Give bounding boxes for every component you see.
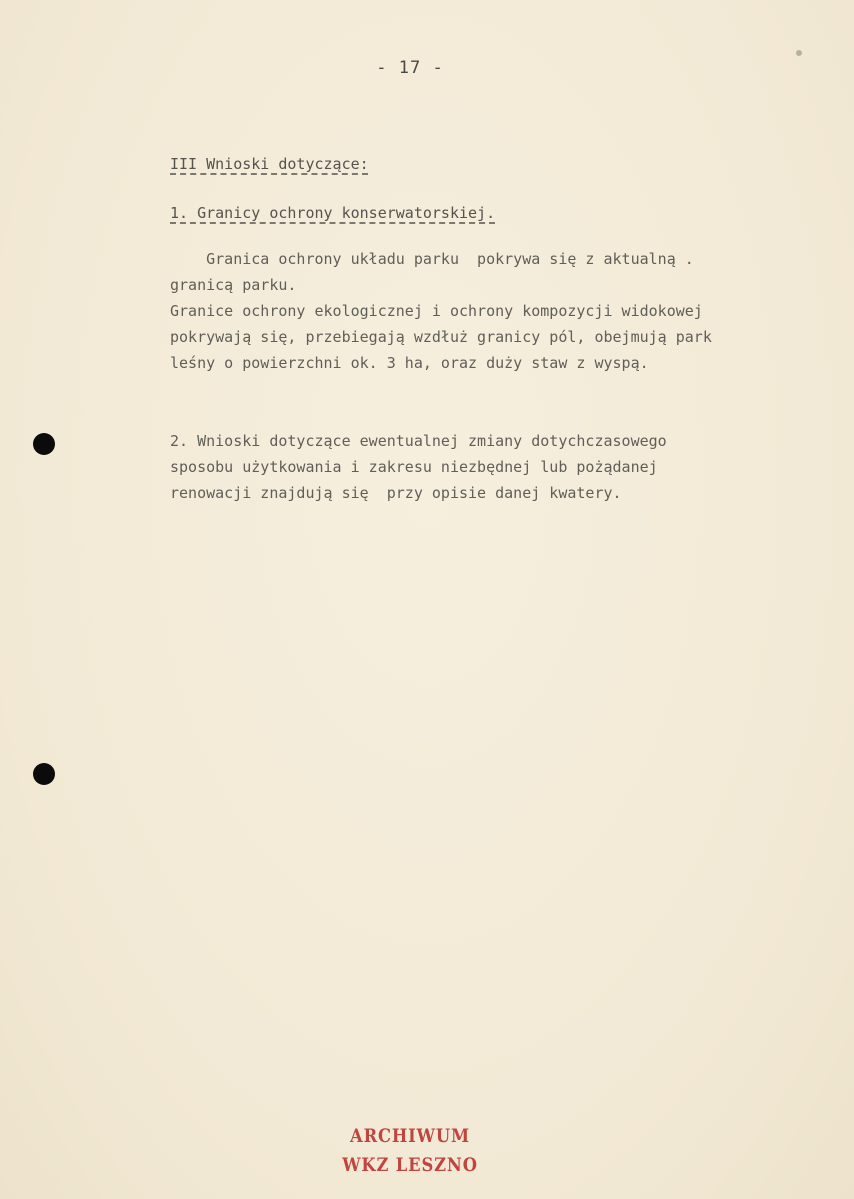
- page-number: - 17 -: [376, 58, 444, 78]
- paragraph-park-boundary: Granica ochrony układu parku pokrywa się z aktualną . granicą parku.: [170, 250, 694, 294]
- paragraph-usage-conclusions: 2. Wnioski dotyczące ewentualnej zmiany dotychczasowego sposobu użytkowania i zakresu niezbędnej lub pożądanej renowacji znajdują się przy opisie danej kwatery.: [170, 432, 667, 502]
- section-heading: III Wnioski dotyczące:: [170, 155, 369, 173]
- paragraph-ecological-boundary: Granice ochrony ekologicznej i ochrony kompozycji widokowej pokrywają się, przebiegają wzdłuż granicy pól, obejmują park leśny o powierzchni ok. 3 ha, oraz duży staw z wyspą.: [170, 302, 712, 372]
- stamp-line-archive: ARCHIWUM: [350, 1125, 470, 1147]
- paper-speck: [796, 50, 802, 56]
- punch-hole-top: [33, 433, 55, 455]
- punch-hole-bottom: [33, 763, 55, 785]
- stamp-line-office: WKZ LESZNO: [342, 1154, 478, 1176]
- subsection-heading: 1. Granicy ochrony konserwatorskiej.: [170, 204, 496, 222]
- archive-stamp: [341, 1122, 479, 1180]
